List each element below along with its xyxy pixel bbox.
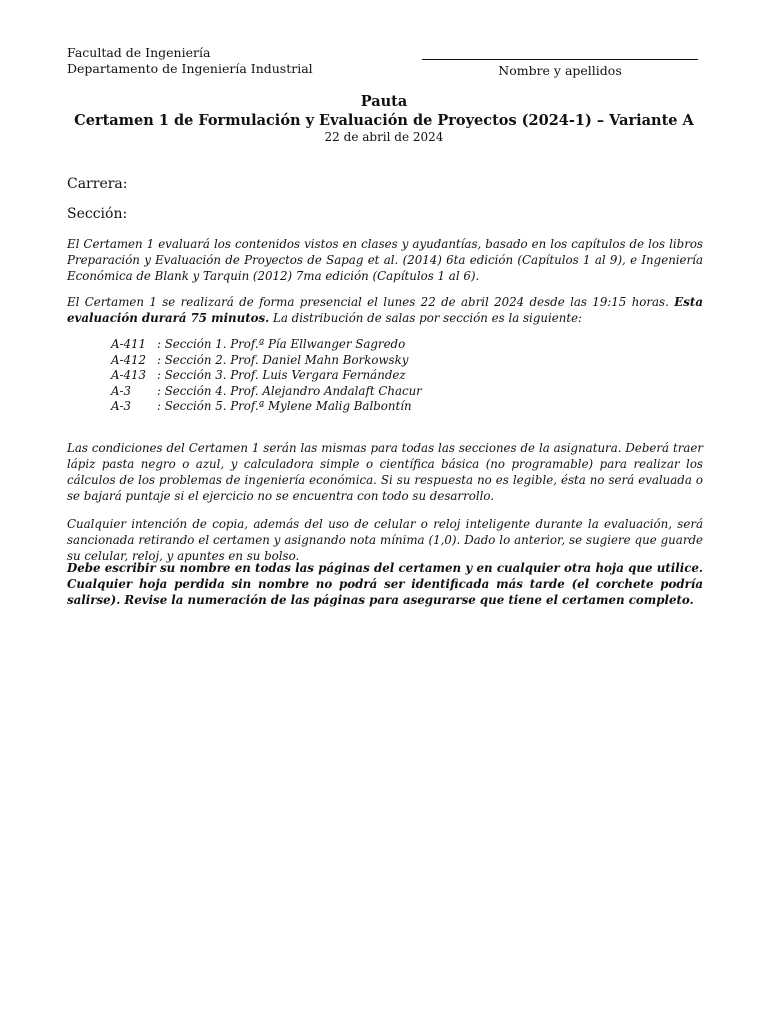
title-block (67, 92, 701, 144)
room-section: : Sección 4. Prof. Alejandro Andalaft Chacur (157, 383, 422, 398)
schedule-rooms-intro: La distribución de salas por sección es la siguiente: (269, 311, 583, 325)
room-code: A-3 (111, 383, 132, 398)
faculty-name: Facultad de Ingeniería (67, 45, 211, 60)
room-list-item (111, 399, 422, 415)
room-list-item (111, 337, 422, 353)
room-code: A-412 (111, 352, 147, 367)
room-code: A-413 (111, 368, 147, 382)
name-signature-block (422, 46, 698, 78)
document-title: Certamen 1 de Formulación y Evaluación de Proyectos (2024-1) – Variante A (74, 112, 694, 129)
name-signature-line (422, 46, 698, 60)
room-list-item (111, 368, 422, 384)
exam-date: 22 de abril de 2024 (324, 130, 444, 144)
paragraph-contents: El Certamen 1 evaluará los contenidos vistos en clases y ayudantías, basado en los capítulos de los libros Preparación y Evaluación de Proyectos de Sapag et al. (2014) 6ta edición (Capítulos 1 al 9), e Ingeniería Económica de Blank y Tarquin (2012) 7ma edición (Capítulos 1 al 6). (67, 237, 703, 283)
paragraph-name-instructions: Debe escribir su nombre en todas las páginas del certamen y en cualquier otra hoja que utilice. Cualquier hoja perdida sin nombre no podrá ser identificada más tarde (el corchete podría salirse). Revise la numeración de las páginas para asegurarse que tiene el certamen completo. (67, 561, 703, 607)
paragraph-conditions: Las condiciones del Certamen 1 serán las mismas para todas las secciones de la asignatura. Deberá traer lápiz pasta negro o azul, y calculadora simple o científica básica (no programable) para realizar los cálculos de los problemas de ingeniería económica. Si su respuesta no es legible, ésta no será evaluada o se bajará puntaje si el ejercicio no se encuentra con todo su desarrollo. (67, 441, 703, 503)
schedule-text: El Certamen 1 se realizará de forma presencial el lunes 22 de abril 2024 desde las 19:15 horas. (67, 295, 675, 309)
room-code: A-411 (111, 337, 147, 351)
department-name: Departamento de Ingeniería Industrial (67, 60, 313, 76)
room-section: : Sección 1. Prof.ª Pía Ellwanger Sagredo (157, 337, 406, 351)
name-label: Nombre y apellidos (498, 63, 622, 78)
room-list-item (111, 384, 422, 400)
carrera-field: Carrera: (67, 176, 128, 192)
paragraph-cheating-policy: Cualquier intención de copia, además del uso de celular o reloj inteligente durante la evaluación, será sancionada retirando el certamen y asignando nota mínima (1,0). Dado lo anterior, se sugiere que guarde su celular, reloj, y apuntes en su bolso. (67, 517, 703, 563)
document-label: Pauta (360, 93, 408, 110)
room-code: A-3 (111, 399, 132, 413)
schedule-duration: Esta evaluación durará 75 minutos. (67, 295, 703, 325)
room-list (111, 337, 422, 415)
room-section: : Sección 3. Prof. Luis Vergara Fernández (157, 368, 406, 382)
seccion-field: Sección: (67, 206, 128, 222)
paragraph-schedule (67, 294, 703, 326)
room-list-item (111, 353, 422, 369)
room-section: : Sección 5. Prof.ª Mylene Malig Balbontín (157, 399, 412, 413)
institution-header (67, 45, 313, 76)
room-section: : Sección 2. Prof. Daniel Mahn Borkowsky (157, 352, 409, 367)
